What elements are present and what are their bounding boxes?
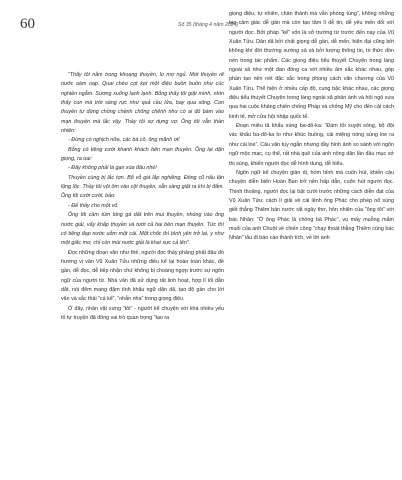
paragraph: - Đây không phải là gạn xúa đâu nhé!	[68, 165, 157, 172]
paragraph: Bỗng có tiếng cười khanh khách bên mạn thuyền. Ông lại dặn giọng, ra oai:	[61, 146, 224, 163]
paragraph: giọng điệu, tự nhiên, chân thành mà vẫn phóng túng”, không những tạo cảm giác dễ gần mà còn tạo tâm lí dễ tin, dễ yêu mến đối với người đọc. Bởi pháp “kể” vốn là sở trường từ trước đến nay của Vũ Xuân Tửu. Dân dã bởi chất giọng dễ gần, dễ mến, hiện đại cũng bởi không khí đời thường sướng sả và bởi lượng thông tin, tri thức dồn nén trong tác phẩm. Các giọng điệu tiểu thuyết Chuyện trong làng ngoài xã như một đan đồng ca với nhiều âm sắc khác nhau, góp phần tạo nên nét đặc sắc trong phong cách văn chương của Vũ Xuân Tửu. Thể hiện ở nhiều cấp độ, cung bậc khác nhau, các giọng điệu tiểu thuyết Chuyện trong làng ngoài xã phản ánh và hội ngộ xưa qua hai cuộc kháng chiến chống Pháp và chống Mỹ cho đến cải cách kinh tế, mở cửa hội nhập quốc tế.	[229, 11, 394, 120]
paragraph: - Đừng có nghịch nữa, các bà cô, ông mãnh ơi!	[68, 137, 180, 144]
page-number: 60	[20, 16, 35, 32]
paragraph: Ngôn ngữ kể chuyện giản dị, hóm hỉnh mà cuốn hút, khiến câu chuyện diễn biến Hoàn Ban trở nên hấp dẫn, cuốn hút người đọc. Thinh thoảng, người đọc lại bật cười trước những cách diễn đạt của Vũ Xuân Tửu: cách lí giải về cái lệnh ông Phác cho phép nổ súng giết thắng Thiêm bán nước rất ngây thơ, hồn nhiên của “ông tôi” với bác Nhân: “Ở ông Phác là chồng bà Phác”, vụ mấy muỗng mắm muối của anh Chuột về chiến công “chạy thoát thằng Thiêm cùng bác Nhân” lâu đi báo cáo thành tích, về lời anh	[229, 169, 394, 242]
paragraph: - Để thầy cho một vố.	[68, 202, 119, 209]
paragraph: Ông tôi cầm túm lóng gà dắt trên mui thuyền, nhúng vào ống nước giải, vẩy khắp thuyền và tưới cả hai bên mạn thuyền. Tức thì có tiếng đạp nước uỗm một cái. Một chốc thì bình yên trở lại, y như một giấc mơ, chỉ còn mùi nước giải là khai sực cả lên”.	[61, 212, 224, 247]
paragraph: Đoạn miêu tả khẩu súng ba-dô-ka: “Đám tối xuyệt sóng, bộ đội vác khẩu ba-dô-ka to như khúc buồng, cái miệng nóng súng loe ra như cái loe”. Câu văn tuy ngắn nhưng đầy hình ảnh so sánh với ngôn ngữ mộc mạc, cụ thể, rất nhà quê của anh nông dân lần đầu mục sở thị súng, khiến người đọc dễ hình dung, dễ hiểu.	[229, 123, 394, 167]
paragraph: Ở đây, nhân vật xưng “tôi” - người kể chuyện với khá nhiều yếu tố tự truyện đã đóng vai trò quan trọng “tạo ra	[61, 305, 224, 321]
paragraph: Thuyền cùng bị lắc tợn. Bố vỗ giá lắp nghiêng. Đồng cũ nấu lận lộng lộc. Thầy tôi vội ôm vào cột thuyền, sẵn sàng giật ra khi bị đắm. Ông tôi cười cười, bảo:	[61, 174, 224, 200]
paragraph: Đọc những đoạn văn như thế, người đọc thấy phảng phất đâu đó hương vị văn Vũ Xuân Tửu những điều kể lại hoàn toàn khác, đề gần, dễ đọc, dễ tiếp nhận chứ không bị choáng ngợp trước sự ngôn ngữ của người từ. Nhà văn đã sử dụng rất linh hoạt, hợp lí lối dẫn dắt, nói đêm mang đậm tính khẩu ngữ dân dã, tạo độ gần cho lời văn và sắc thái “cá kể”, “nhẫn nha” trong giọng điệu.	[61, 249, 224, 303]
left-column	[61, 71, 224, 323]
paragraph: “Thấy tôi nằm trong khoang thuyền, lo mơ ngủ. Mới thuyền rẽ nước oàm oạp. Quai chèo cọt kẹt một điệu buồn buồn như cúc nghiền ngẫm. Sương xuống lạnh lạnh. Bỗng thấy tôi giật mình, nhìn thấy con mà trời sáng rực như quả cầu lửa, bay qua sông. Con thuyền tự dừng chồng chềnh chống chênh như có ai đó bám vào mạn thuyền mà lắc vậy. Thầy tôi sợ dựng vợ. Ông tôi vẫn thản nhiên:	[61, 72, 224, 135]
right-column	[229, 10, 394, 244]
issue-label: Số 35 (tháng 4 năm 2024)	[178, 22, 239, 28]
